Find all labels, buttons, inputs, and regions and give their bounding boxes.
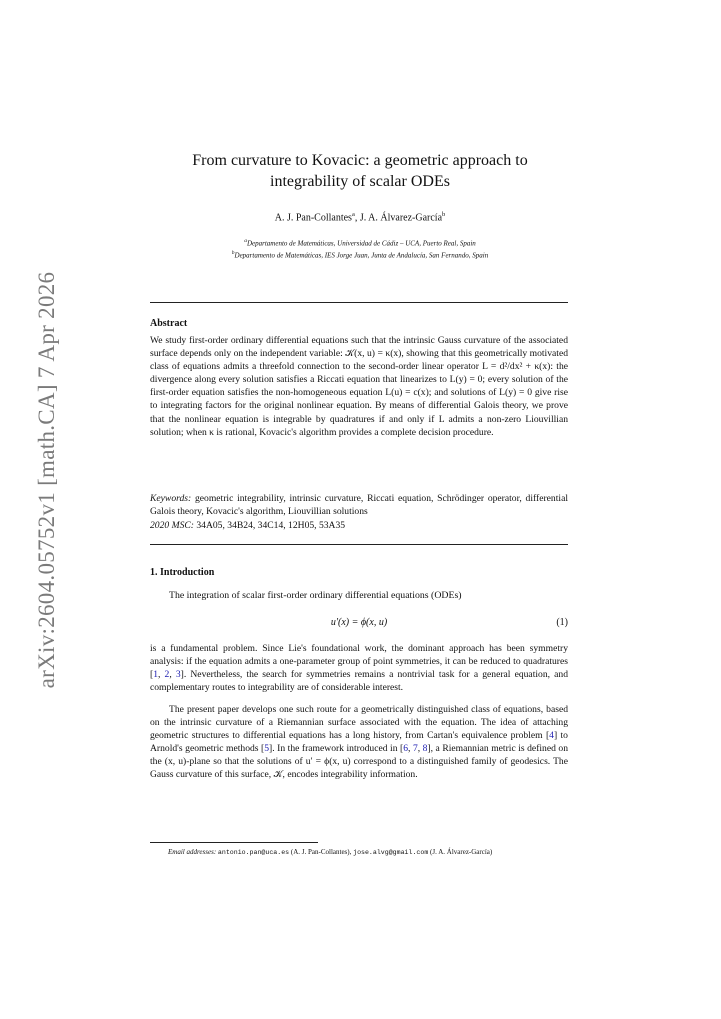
author-name: J. A. Álvarez-García [359, 212, 443, 224]
abstract-bottom-rule [150, 544, 568, 545]
affiliation-mark: b [442, 211, 446, 218]
citation-link[interactable]: 5 [264, 743, 270, 754]
equation-number: (1) [556, 617, 568, 628]
affiliation-mark: a [351, 211, 355, 218]
citation-link[interactable]: 2 [164, 669, 170, 680]
footnote-text: (A. J. Pan-Collantes), [289, 848, 354, 856]
affiliation-b [150, 248, 570, 260]
title-line-1: From curvature to Kovacic: a geometric approach to [192, 152, 528, 169]
paragraph-text: ]. In the framework introduced in [ [269, 743, 404, 754]
author-list [150, 211, 570, 223]
title-line-2: integrability of scalar ODEs [270, 173, 450, 190]
paragraph-text: is a fundamental problem. Since Lie's foundational work, the dominant approach has been symmetry analysis: if the equation admits a one-parameter group of point symmetries, it can be reduced to quadratures [ [150, 643, 568, 680]
affiliation-text: Departamento de Matemáticas, IES Jorge Juan, Junta de Andalucía, San Fernando, Spain [234, 251, 489, 260]
citation-separator: , [158, 669, 165, 680]
abstract-heading: Abstract [150, 318, 188, 329]
citation-link[interactable]: 1 [153, 669, 158, 680]
footnote-label: Email addresses: [168, 848, 217, 856]
msc-label: 2020 MSC: [150, 520, 194, 531]
paragraph-text: ], a Riemannian metric is defined on the (x, u)-plane so that the solutions of u′ = ϕ(x, u) correspond to a distinguished family of geodesics. The Gauss curvature of this surface, 𝒦, encodes integrability information. [150, 743, 569, 780]
email-link[interactable]: jose.alvg@gmail.com [353, 849, 429, 856]
affiliation-mark: b [231, 250, 235, 257]
keywords-text: geometric integrability, intrinsic curvature, Riccati equation, Schrödinger operator, differential Galois theory, Kovacic's algorithm, Liouvillian solutions [150, 493, 568, 517]
footnote-text: (J. A. Álvarez-García) [428, 848, 493, 856]
citation-link[interactable]: 7 [412, 743, 418, 754]
email-link[interactable]: antonio.pan@uca.es [217, 849, 290, 856]
author-separator: , [354, 212, 360, 224]
paragraph-text: The present paper develops one such route for a geometrically distinguished class of equations, based on the intrinsic curvature of a Riemannian surface associated with the equation. The idea of attaching geometric structures to differential equations has a long history, from Cartan's equivalence problem [ [150, 704, 568, 741]
intro-first-line: The integration of scalar first-order ordinary differential equations (ODEs) [169, 590, 462, 601]
affiliation-text: Departamento de Matemáticas, Universidad de Cádiz – UCA, Puerto Real, Spain [246, 239, 476, 248]
equation-1 [150, 617, 568, 631]
affiliation-a [150, 236, 570, 248]
citation-separator: , [169, 669, 176, 680]
abstract-text: We study first-order ordinary differential equations such that the intrinsic Gauss curvature of the associated surface depends only on the independent variable: 𝒦(x, u) = κ(x), showing that this geometrically motivated class of equations admits a threefold connection to the second-order linear operator L = d²/dx² + κ(x): the divergence along every solution satisfies a Riccati equation that linearizes to L(y) = 0; every solution of the first-order equation satisfies the non-homogeneous equation L(u) = c(x); and solutions of L(y) = 0 give rise to integrating factors for the original nonlinear equation. By means of differential Galois theory, we prove that the nonlinear equation is integrable by quadratures if and only if L admits a non-zero Liouvillian solution; when κ is rational, Kovacic's algorithm provides a complete decision procedure. [150, 335, 568, 438]
abstract-top-rule [150, 302, 568, 303]
citation-link[interactable]: 6 [403, 743, 409, 754]
citation-separator: , [408, 743, 413, 754]
paragraph [150, 642, 568, 694]
msc-codes [150, 520, 345, 531]
affiliation-mark: a [244, 238, 247, 244]
footnote-rule [150, 842, 318, 843]
paragraph-text: ] to Arnold's geometric methods [ [150, 730, 568, 754]
equation-body: u′(x) = ϕ(x, u) [330, 617, 388, 628]
footnote-emails [150, 847, 568, 858]
section-heading: 1. Introduction [150, 567, 215, 578]
citation-link[interactable]: 8 [422, 743, 428, 754]
citation-link[interactable]: 4 [549, 730, 554, 741]
citation-separator: , [417, 743, 423, 754]
paragraph-text: ]. Nevertheless, the search for symmetries remains a nontrivial task for a general equation, and complementary routes to integrability are of considerable interest. [150, 669, 568, 693]
author-name: A. J. Pan-Collantes [274, 212, 352, 224]
arxiv-identifier-stamp: arXiv:2604.05752v1 [math.CA] 7 Apr 2026 [34, 271, 59, 689]
paragraph [150, 703, 568, 781]
citation-link[interactable]: 3 [175, 669, 181, 680]
paper-title [150, 150, 570, 192]
msc-text: 34A05, 34B24, 34C14, 12H05, 53A35 [193, 520, 346, 531]
affiliations [150, 236, 570, 261]
keywords-label: Keywords: [150, 493, 192, 504]
keywords [150, 492, 568, 518]
